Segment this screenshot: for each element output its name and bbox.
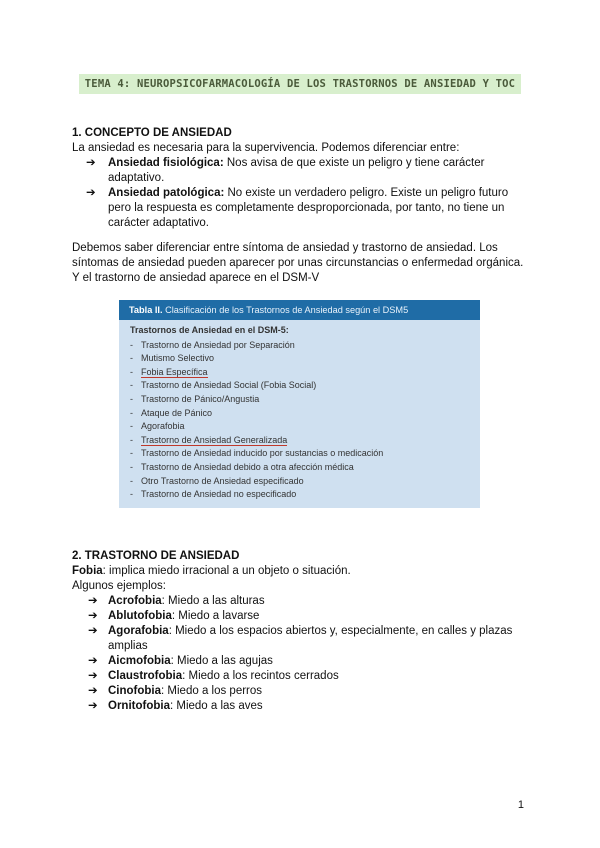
example-term: Ablutofobia — [108, 610, 172, 622]
dash: - — [130, 434, 133, 445]
paragraph-sintoma-trastorno — [72, 241, 532, 286]
table-item-text: Ataque de Pánico — [141, 407, 213, 418]
arrow-icon: ➔ — [88, 595, 98, 607]
section-1-paragraph: Debemos saber diferenciar entre síntoma de ansiedad y trastorno de ansiedad. Los síntomas de ansiedad pueden aparecer por unas circunstancias o enfermedad orgánica. Y el trastorno de ansiedad aparece en el DSM-V — [72, 242, 524, 284]
table-item-text-underlined: Trastorno de Ansiedad Generalizada — [141, 434, 288, 445]
list-item — [72, 654, 532, 669]
fobia-examples-list — [72, 594, 532, 714]
table-item — [130, 393, 469, 407]
list-item — [72, 699, 532, 714]
section-concepto-ansiedad — [72, 126, 532, 231]
list-item-text: Nos avisa de que existe un peligro y tiene carácter adaptativo. — [108, 157, 485, 184]
arrow-icon: ➔ — [86, 157, 96, 169]
section-trastorno-ansiedad — [72, 549, 532, 714]
examples-intro: Algunos ejemplos: — [72, 580, 166, 592]
table-item-text: Trastorno de Ansiedad por Separación — [141, 339, 295, 350]
dsm5-classification-table — [119, 300, 480, 508]
section-1-heading: 1. CONCEPTO DE ANSIEDAD — [72, 127, 232, 139]
table-item — [130, 407, 469, 421]
list-item — [72, 624, 532, 654]
table-item — [130, 475, 469, 489]
section-2-heading: 2. TRASTORNO DE ANSIEDAD — [72, 550, 240, 562]
table-item-text: Mutismo Selectivo — [141, 353, 215, 364]
list-item-text: No existe un verdadero peligro. Existe un peligro futuro pero la respuesta es completamente desproporcionada, por tanto, no tiene un carácter adaptativo. — [108, 187, 509, 229]
arrow-icon: ➔ — [88, 610, 98, 622]
dash: - — [130, 339, 133, 350]
list-item — [72, 156, 532, 186]
dash: - — [130, 353, 133, 364]
table-body — [119, 320, 480, 506]
arrow-icon: ➔ — [88, 700, 98, 712]
arrow-icon: ➔ — [86, 187, 96, 199]
table-item-text: Trastorno de Ansiedad debido a otra afección médica — [141, 461, 354, 472]
list-item — [72, 186, 532, 231]
list-item — [72, 609, 532, 624]
example-term: Agorafobia — [108, 625, 169, 637]
example-term: Claustrofobia — [108, 670, 183, 682]
example-term: Ornitofobia — [108, 700, 170, 712]
table-item — [130, 447, 469, 461]
table-item — [130, 366, 469, 380]
dash: - — [130, 461, 133, 472]
dash: - — [130, 475, 133, 486]
list-item — [72, 594, 532, 609]
fobia-term: Fobia — [72, 565, 103, 577]
arrow-icon: ➔ — [88, 670, 98, 682]
page-number: 1 — [517, 799, 524, 811]
table-item-text: Trastorno de Pánico/Angustia — [141, 393, 260, 404]
table-item-text: Otro Trastorno de Ansiedad especificado — [141, 475, 304, 486]
dash: - — [130, 421, 133, 432]
example-term: Aicmofobia — [108, 655, 171, 667]
example-text: : Miedo a lavarse — [171, 610, 260, 622]
table-item — [130, 434, 469, 448]
list-item-term: Ansiedad fisiológica: — [108, 157, 224, 169]
table-label: Tabla II. — [129, 305, 163, 315]
dash: - — [130, 489, 133, 500]
table-item — [130, 488, 469, 502]
table-caption: Clasificación de los Trastornos de Ansiedad según el DSM5 — [162, 305, 409, 315]
fobia-text: : implica miedo irracional a un objeto o situación. — [102, 565, 351, 577]
list-item — [72, 684, 532, 699]
table-item-text: Agorafobia — [141, 421, 185, 432]
table-item-text: Trastorno de Ansiedad Social (Fobia Social) — [141, 380, 317, 391]
arrow-icon: ➔ — [88, 655, 98, 667]
table-item — [130, 339, 469, 353]
example-term: Cinofobia — [108, 685, 162, 697]
example-text: : Miedo a las alturas — [161, 595, 265, 607]
dash: - — [130, 448, 133, 459]
ansiedad-types-list — [72, 156, 532, 231]
section-1-intro: La ansiedad es necesaria para la supervivencia. Podemos diferenciar entre: — [72, 142, 460, 154]
table-item-text: Trastorno de Ansiedad inducido por sustancias o medicación — [141, 448, 384, 459]
dash: - — [130, 366, 133, 377]
dash: - — [130, 393, 133, 404]
list-item-term: Ansiedad patológica: — [108, 187, 225, 199]
table-item-text-underlined: Fobia Específica — [141, 366, 208, 377]
table-item-text: Trastorno de Ansiedad no especificado — [141, 489, 297, 500]
fobia-definition — [72, 564, 532, 579]
title-wrap — [0, 74, 600, 94]
document-title: TEMA 4: NEUROPSICOFARMACOLOGÍA DE LOS TRASTORNOS DE ANSIEDAD Y TOC — [79, 74, 521, 94]
example-term: Acrofobia — [108, 595, 162, 607]
table-header — [119, 300, 480, 320]
example-text: : Miedo a los espacios abiertos y, especialmente, en calles y plazas amplias — [108, 625, 513, 652]
table-items — [130, 339, 469, 502]
dash: - — [130, 380, 133, 391]
table-item — [130, 379, 469, 393]
dash: - — [130, 407, 133, 418]
example-text: : Miedo a los perros — [161, 685, 263, 697]
arrow-icon: ➔ — [88, 625, 98, 637]
arrow-icon: ➔ — [88, 685, 98, 697]
example-text: : Miedo a los recintos cerrados — [182, 670, 339, 682]
table-item — [130, 420, 469, 434]
table-item — [130, 352, 469, 366]
list-item — [72, 669, 532, 684]
example-text: : Miedo a las aves — [169, 700, 263, 712]
table-item — [130, 461, 469, 475]
table-subtitle: Trastornos de Ansiedad en el DSM-5: — [130, 325, 289, 335]
example-text: : Miedo a las agujas — [170, 655, 273, 667]
